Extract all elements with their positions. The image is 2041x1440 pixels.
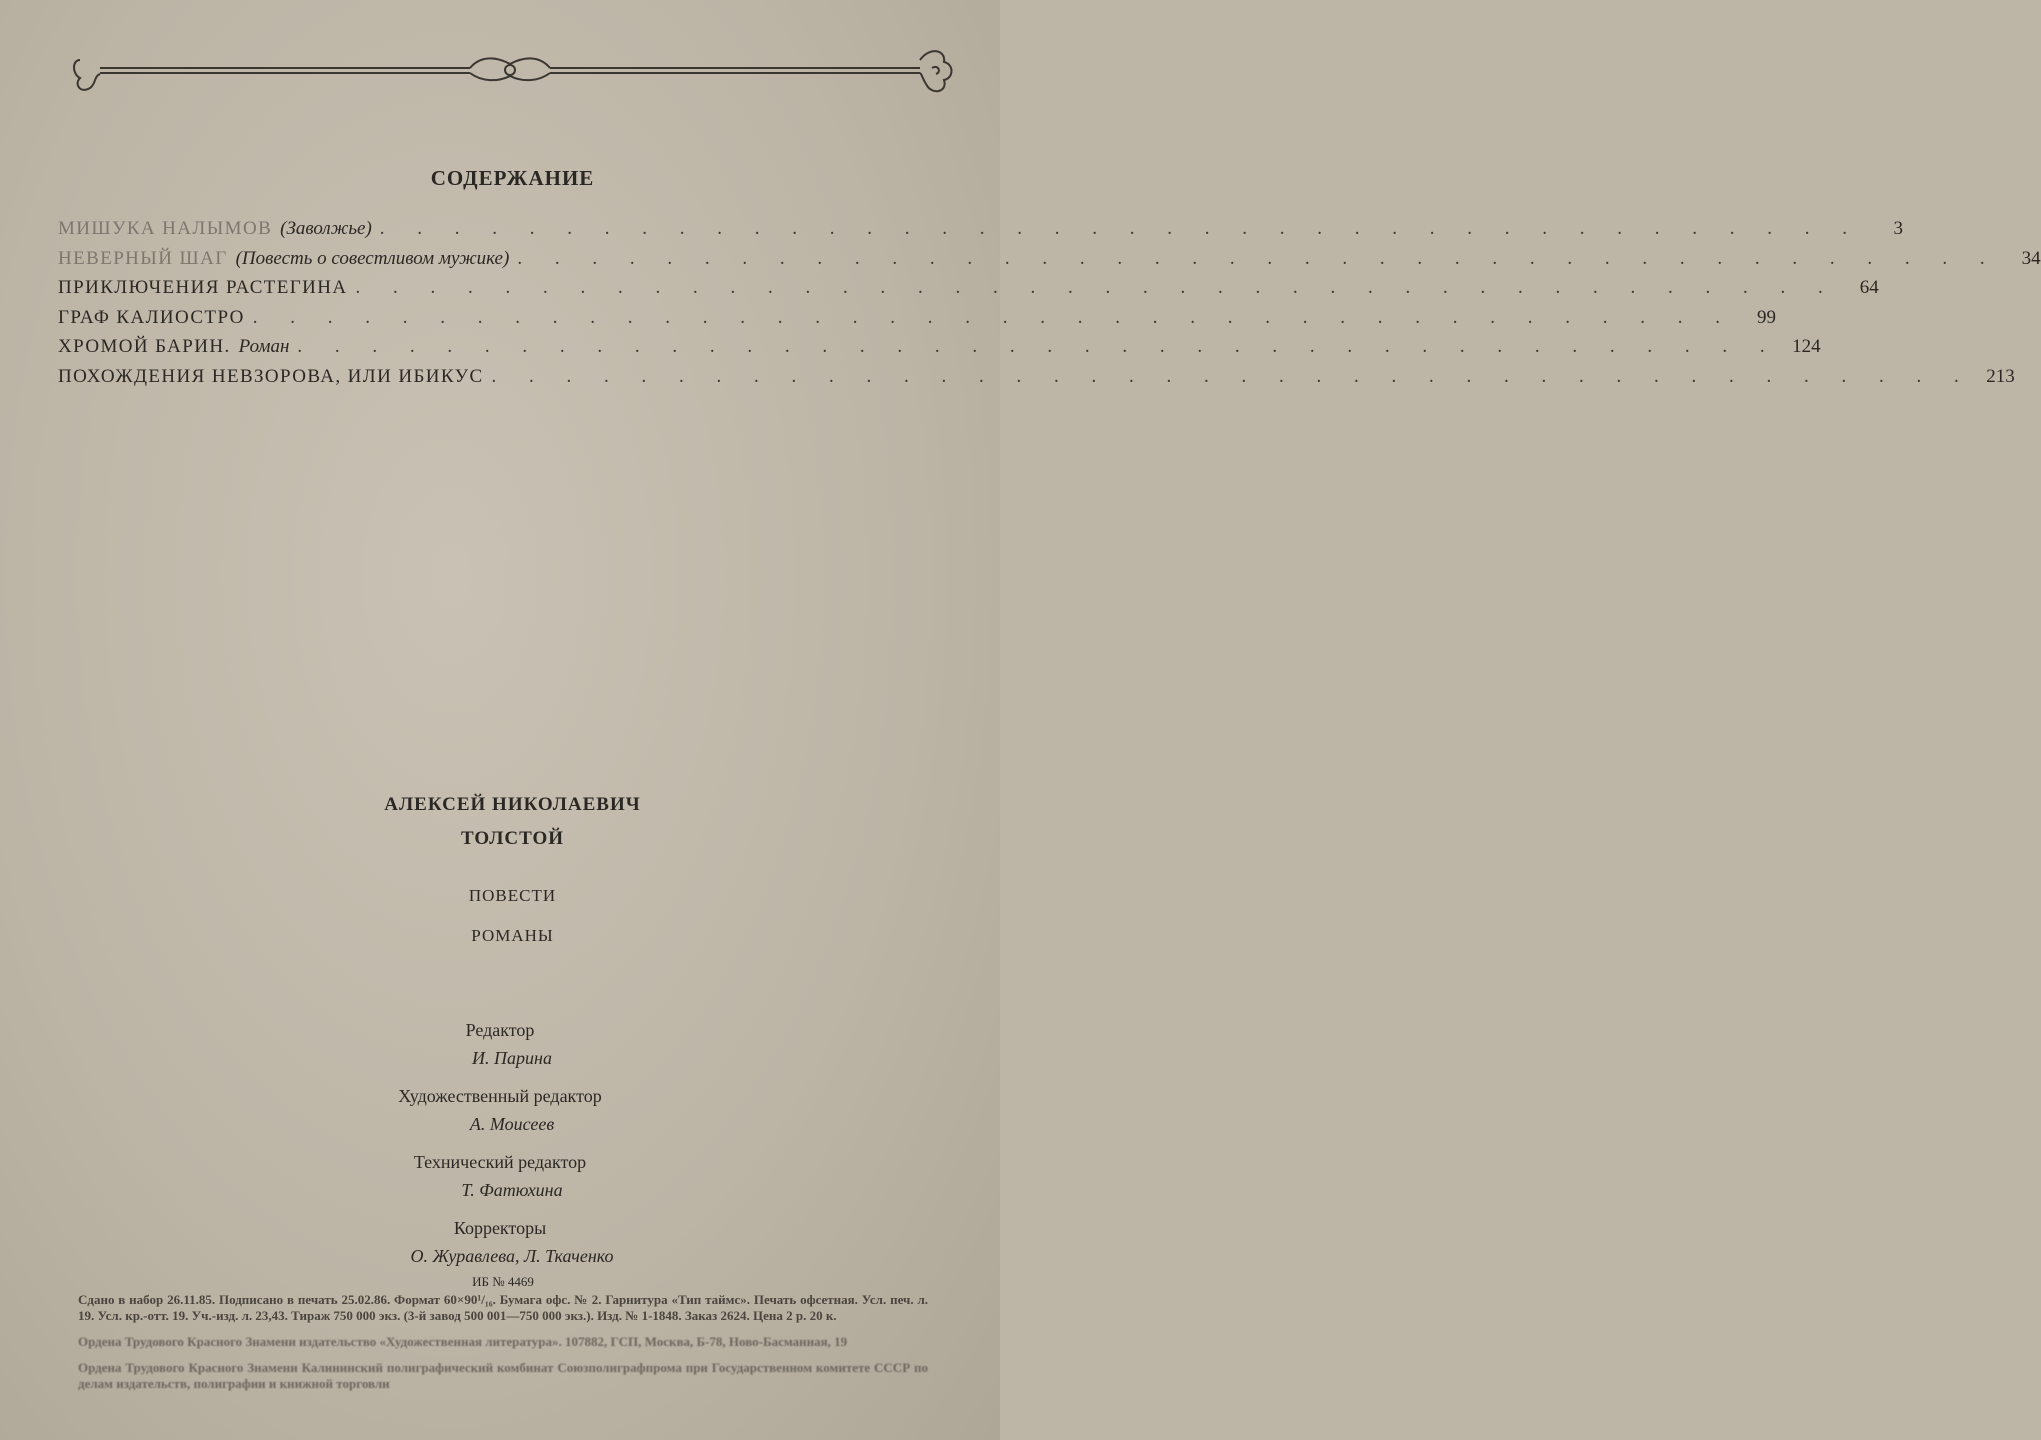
publisher-info: Ордена Трудового Красного Знамени издательство «Художественная литература». 107882, ГСП, Москва, Б-78, Ново-Басманная, 19 (78, 1334, 848, 1349)
toc-entry-page: 213 (1986, 365, 2015, 387)
toc-entry (58, 247, 2041, 278)
toc-entry-page: 64 (1859, 277, 1879, 298)
toc-entry (58, 218, 1904, 248)
credit-person: И. Парина (472, 1048, 552, 1068)
author-first-names: АЛЕКСЕЙ НИКОЛАЕВИЧ (384, 794, 641, 815)
toc-leader-dots: . . . . . . . . . . . . . . . . . . . . . . . . . . . . . . . . . . . . . . . . (355, 277, 1837, 298)
toc-entry-title: ПОХОЖДЕНИЯ НЕВЗОРОВА, ИЛИ ИБИКУС (58, 365, 484, 387)
credit-person: О. Журавлева, Л. Ткаченко (410, 1246, 614, 1266)
toc-entry-title: ХРОМОЙ БАРИН. (58, 336, 231, 357)
toc-entry-page: 34 (2021, 247, 2041, 269)
credit-role: Художественный редактор (398, 1086, 602, 1106)
contents-title: СОДЕРЖАНИЕ (430, 166, 595, 190)
toc-entry-title: ГРАФ КАЛИОСТРО (58, 306, 245, 328)
toc-entry-title: ПРИКЛЮЧЕНИЯ РАСТЕГИНА (58, 277, 348, 298)
credit-role: Редактор (465, 1020, 535, 1040)
toc-entry-page: 3 (1893, 218, 1904, 239)
imprint-block (78, 1274, 928, 1402)
toc-entry (58, 306, 1777, 337)
print-details: Сдано в набор 26.11.85. Подписано в печать 25.02.86. Формат 60×90¹/₁₆. Бумага офс. № 2. Гарнитура «Тип таймс». Печать офсетная. Усл. печ. л. 19. Усл. кр.-отт. 19. Уч.-изд. л. 23,43. Тираж 750 000 экз. (3-й завод 500 001—750 000 экз.). Изд. № 1-1848. Заказ 2624. Цена 2 р. 20 к. (78, 1292, 928, 1323)
credit-role: Технический редактор (413, 1152, 587, 1172)
toc-entry-subtitle: (Заволжье) (280, 218, 372, 239)
decorative-border-ornament (70, 38, 960, 98)
toc-entry (58, 277, 1879, 307)
author-surname: ТОЛСТОЙ (460, 828, 565, 849)
toc-entry-title: МИШУКА НАЛЫМОВ (58, 218, 273, 239)
toc-entry (58, 365, 2015, 396)
printer-info: Ордена Трудового Красного Знамени Калининский полиграфический комбинат Союзполиграфпрома при Государственном комитете СССР по делам издательств, полиграфии и книжной торговли (78, 1360, 928, 1391)
toc-entry-subtitle: Роман (238, 336, 290, 357)
toc-leader-dots: . . . . . . . . . . . . . . . . . . . . . . . . . . . . . . . . . . . . . . . . (517, 247, 1999, 269)
toc-leader-dots: . . . . . . . . . . . . . . . . . . . . . . . . . . . . . . . . . . . . . . . . (379, 218, 1862, 239)
toc-leader-dots: . . . . . . . . . . . . . . . . . . . . . . . . . . . . . . . . . . . . . . . . (297, 336, 1779, 357)
toc-entry-title: НЕВЕРНЫЙ ШАГ (58, 247, 228, 269)
credits-block (0, 1016, 1000, 1270)
credit-person: А. Моисеев (469, 1114, 555, 1134)
ib-number: ИБ № 4469 (472, 1274, 534, 1289)
toc-entry-page: 124 (1792, 336, 1821, 357)
genre-novellas: ПОВЕСТИ (468, 886, 557, 905)
toc-leader-dots: . . . . . . . . . . . . . . . . . . . . . . . . . . . . . . . . . . . . . . . . (252, 306, 1735, 328)
toc-leader-dots: . . . . . . . . . . . . . . . . . . . . . . . . . . . . . . . . . . . . . . . . (491, 365, 1973, 387)
toc-entry-subtitle: (Повесть о совестливом мужике) (235, 247, 510, 269)
genre-novels: РОМАНЫ (471, 926, 554, 945)
toc-entry-page: 99 (1757, 306, 1777, 328)
credit-role: Корректоры (453, 1218, 547, 1238)
toc-entry (58, 336, 1821, 366)
table-of-contents (58, 218, 2041, 395)
credit-person: Т. Фатюхина (461, 1180, 563, 1200)
